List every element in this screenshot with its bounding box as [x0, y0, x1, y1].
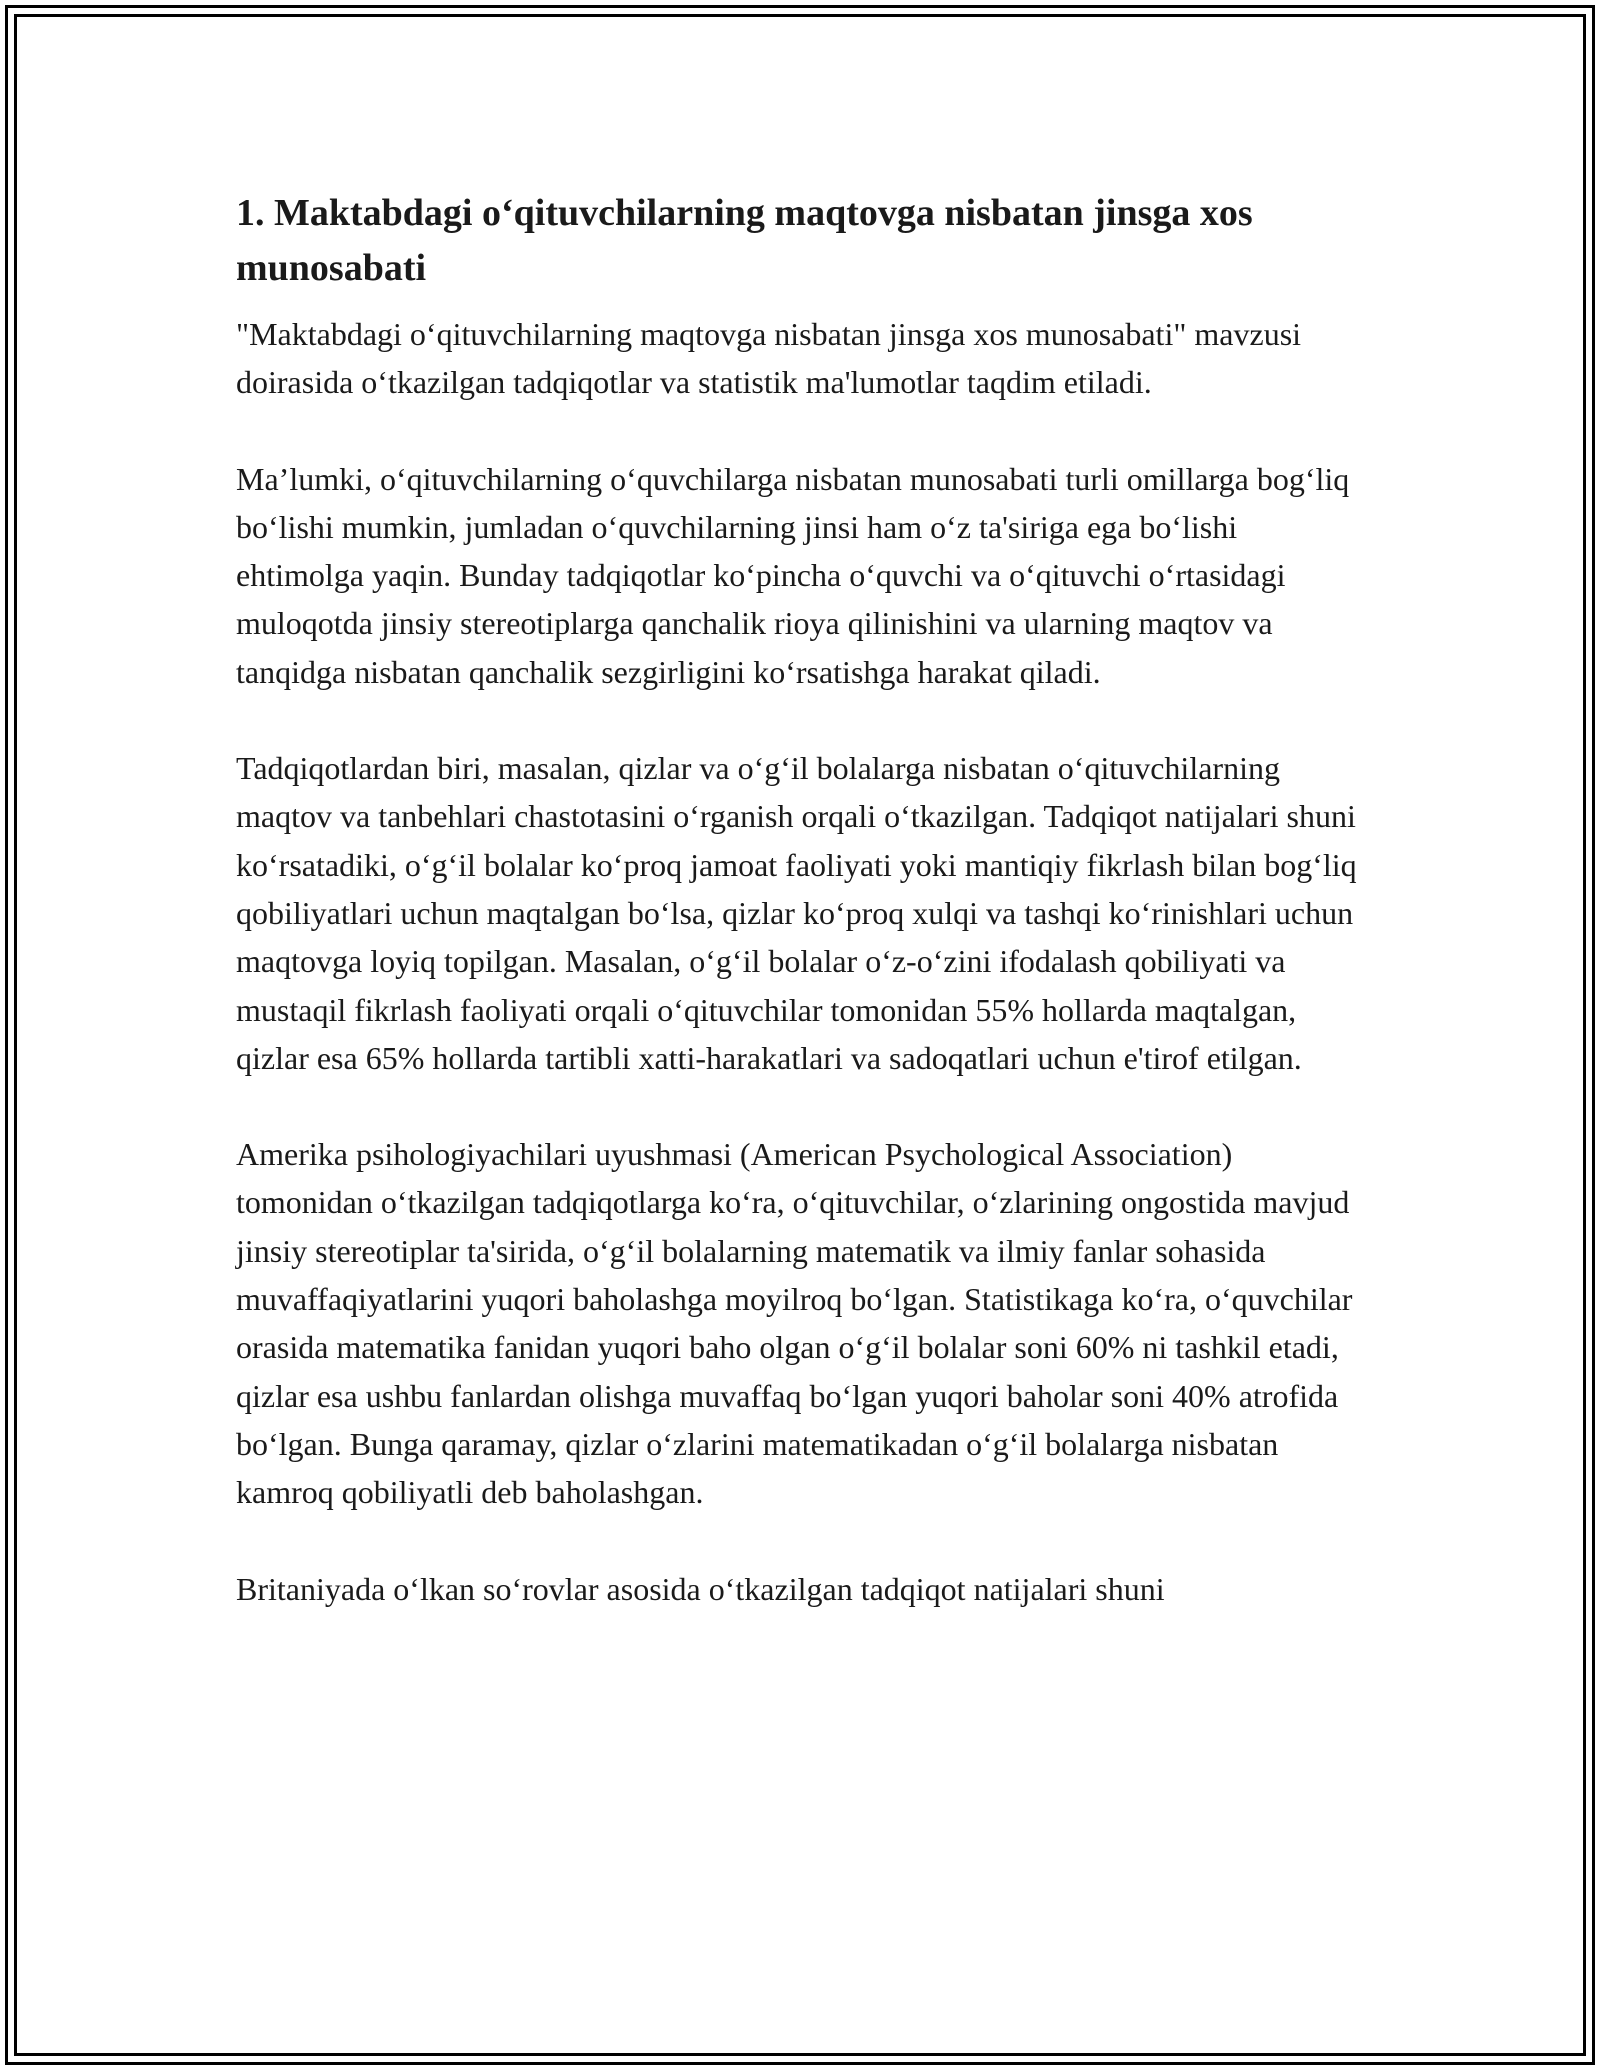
paragraph-teacher-attitude: Ma’lumki, o‘qituvchilarning o‘quvchilarga nisbatan munosabati turli omillarga bog‘liq bo‘lishi mumkin, jumladan o‘quvchilarning jinsi ham o‘z ta'siriga ega bo‘lishi ehtimolga yaqin. Bunday tadqiqotlar ko‘pincha o‘quvchi va o‘qituvchi o‘rtasidagi muloqotda jinsiy stereotiplarga qanchalik rioya qilinishini va ularning maqtov va tanqidga nisbatan qanchalik sezgirligini ko‘rsatishga harakat qiladi.	[236, 460, 1350, 690]
paragraph-intro: "Maktabdagi o‘qituvchilarning maqtovga nisbatan jinsga xos munosabati" mavzusi doirasida o‘tkazilgan tadqiqotlar va statistik ma'lumotlar taqdim etiladi.	[236, 316, 1302, 401]
paragraph-apa-study: Amerika psihologiyachilari uyushmasi (American Psychological Association) tomonidan o‘tkazilgan tadqiqotlarga ko‘ra, o‘qituvchilar, o‘zlarining ongostida mavjud jinsiy stereotiplar ta'sirida, o‘g‘il bolalarning matematik va ilmiy fanlar sohasida muvaffaqiyatlarini yuqori baholashga moyilroq bo‘lgan. Statistikaga ko‘ra, o‘quvchilar orasida matematika fanidan yuqori baho olgan o‘g‘il bolalar soni 60% ni tashkil etadi, qizlar esa ushbu fanlardan olishga muvaffaq bo‘lgan yuqori baholar soni 40% atrofida bo‘lgan. Bunga qaramay, qizlar o‘zlarini matematikadan o‘g‘il bolalarga nisbatan kamroq qobiliyatli deb baholashgan.	[236, 1136, 1353, 1511]
paragraph-praise-frequency: Tadqiqotlardan biri, masalan, qizlar va o‘g‘il bolalarga nisbatan o‘qituvchilarning maqtov va tanbehlari chastotasini o‘rganish orqali o‘tkazilgan. Tadqiqot natijalari shuni ko‘rsatadiki, o‘g‘il bolalar ko‘proq jamoat faoliyati yoki mantiqiy fikrlash bilan bog‘liq qobiliyatlari uchun maqtalgan bo‘lsa, qizlar ko‘proq xulqi va tashqi ko‘rinishlari uchun maqtovga loyiq topilgan. Masalan, o‘g‘il bolalar o‘z-o‘zini ifodalash qobiliyati va mustaqil fikrlash faoliyati orqali o‘qituvchilar tomonidan 55% hollarda maqtalgan, qizlar esa 65% hollarda tartibli xatti-harakatlari va sadoqatlari uchun e'tirof etilgan.	[236, 750, 1357, 1076]
section-title: 1. Maktabdagi o‘qituvchilarning maqtovga nisbatan jinsga xos munosabati	[236, 192, 1253, 289]
paragraph-britain-study: Britaniyada o‘lkan so‘rovlar asosida o‘tkazilgan tadqiqot natijalari shuni	[236, 1570, 1165, 1607]
document-body	[236, 186, 1366, 1661]
